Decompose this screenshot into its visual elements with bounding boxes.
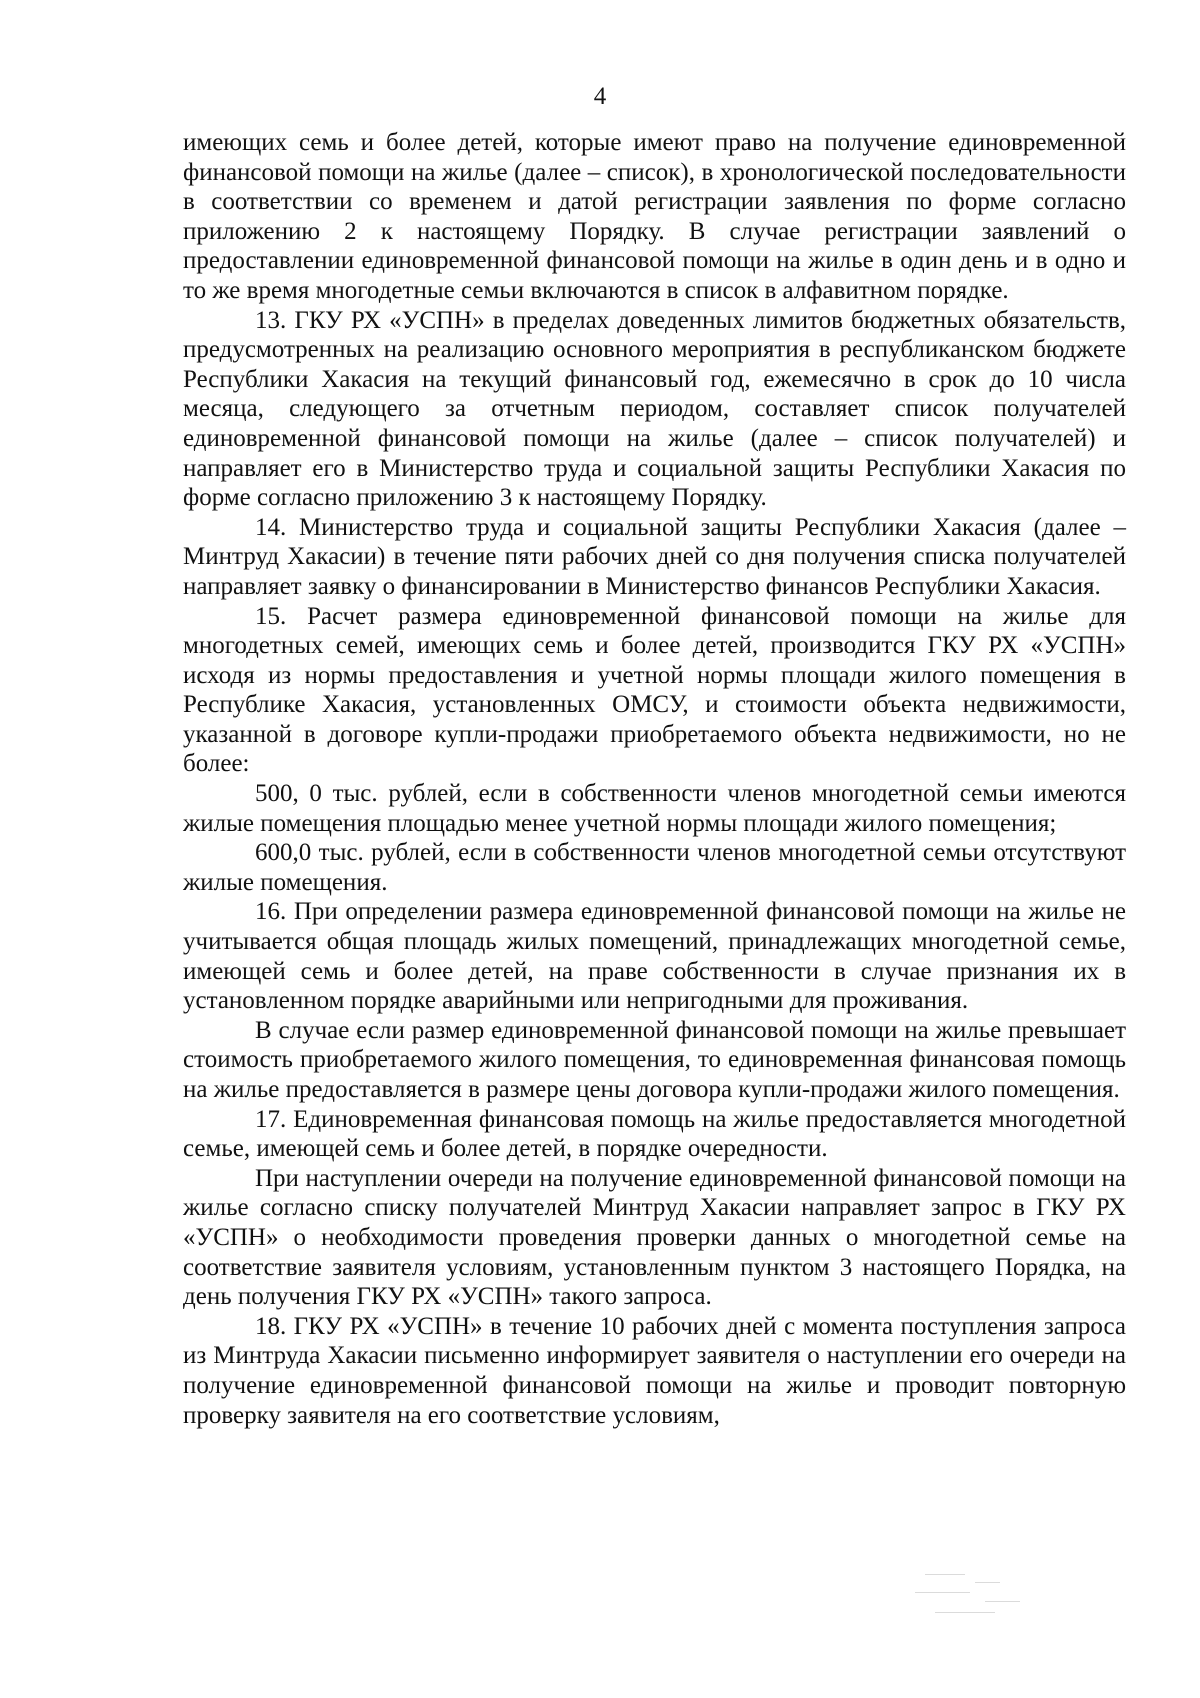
document-body (183, 128, 1126, 1430)
scan-noise-marks (915, 1568, 1045, 1628)
page-number: 4 (593, 83, 607, 110)
paragraph-16: 16. При определении размера единовременной финансовой помощи на жилье не учитывается общая площадь жилых помещений, принадлежащих многодетной семье, имеющей семь и более детей, на праве собственности в случае признания их в установленном порядке аварийными или непригодными для проживания. (183, 898, 1126, 1015)
paragraph-15-limit-500: 500, 0 тыс. рублей, если в собственности членов многодетной семьи имеются жилые помещения площадью менее учетной нормы площади жилого помещения; (183, 780, 1126, 837)
paragraph-15-limit-600: 600,0 тыс. рублей, если в собственности членов многодетной семьи отсутствуют жилые помещения. (183, 839, 1126, 896)
paragraph-13: 13. ГКУ РХ «УСПН» в пределах доведенных лимитов бюджетных обязательств, предусмотренных на реализацию основного мероприятия в республиканском бюджете Республики Хакасия на текущий финансовый год, ежемесячно в срок до 10 числа месяца, следующего за отчетным периодом, составляет список получателей единовременной финансовой помощи на жилье (далее – список получателей) и направляет его в Министерство труда и социальной защиты Республики Хакасия по форме согласно приложению 3 к настоящему Порядку. (183, 306, 1126, 512)
paragraph-17: 17. Единовременная финансовая помощь на жилье предоставляется многодетной семье, имеющей семь и более детей, в порядке очередности. (183, 1105, 1126, 1163)
paragraph-15: 15. Расчет размера единовременной финансовой помощи на жилье для многодетных семей, имеющих семь и более детей, производится ГКУ РХ «УСПН» исходя из нормы предоставления и учетной нормы площади жилого помещения в Республике Хакасия, установленных ОМСУ, и стоимости объекта недвижимости, указанной в договоре купли-продажи приобретаемого объекта недвижимости, но не более: (183, 602, 1126, 778)
paragraph-17-queue-request: При наступлении очереди на получение единовременной финансовой помощи на жилье согласно списку получателей Минтруд Хакасии направляет запрос в ГКУ РХ «УСПН» о необходимости проведения проверки данных о многодетной семье на соответствие заявителя условиям, установленным пунктом 3 настоящего Порядка, на день получения ГКУ РХ «УСПН» такого запроса. (183, 1164, 1126, 1311)
paragraph-14: 14. Министерство труда и социальной защиты Республики Хакасия (далее – Минтруд Хакасии) в течение пяти рабочих дней со дня получения списка получателей направляет заявку о финансировании в Министерство финансов Республики Хакасия. (183, 513, 1126, 600)
paragraph-18: 18. ГКУ РХ «УСПН» в течение 10 рабочих дней с момента поступления запроса из Минтруда Хакасии письменно информирует заявителя о наступлении его очереди на получение единовременной финансовой помощи на жилье и проводит повторную проверку заявителя на его соответствие условиям, (183, 1312, 1126, 1429)
paragraph-16-price-cap: В случае если размер единовременной финансовой помощи на жилье превышает стоимость приобретаемого жилого помещения, то единовременная финансовая помощь на жилье предоставляется в размере цены договора купли-продажи жилого помещения. (183, 1016, 1126, 1103)
paragraph-continuation-list: имеющих семь и более детей, которые имеют право на получение единовременной финансовой помощи на жилье (далее – список), в хронологической последовательности в соответствии со временем и датой регистрации заявления по форме согласно приложению 2 к настоящему Порядку. В случае регистрации заявлений о предоставлении единовременной финансовой помощи на жилье в один день и в одно и то же время многодетные семьи включаются в список в алфавитном порядке. (183, 129, 1126, 304)
